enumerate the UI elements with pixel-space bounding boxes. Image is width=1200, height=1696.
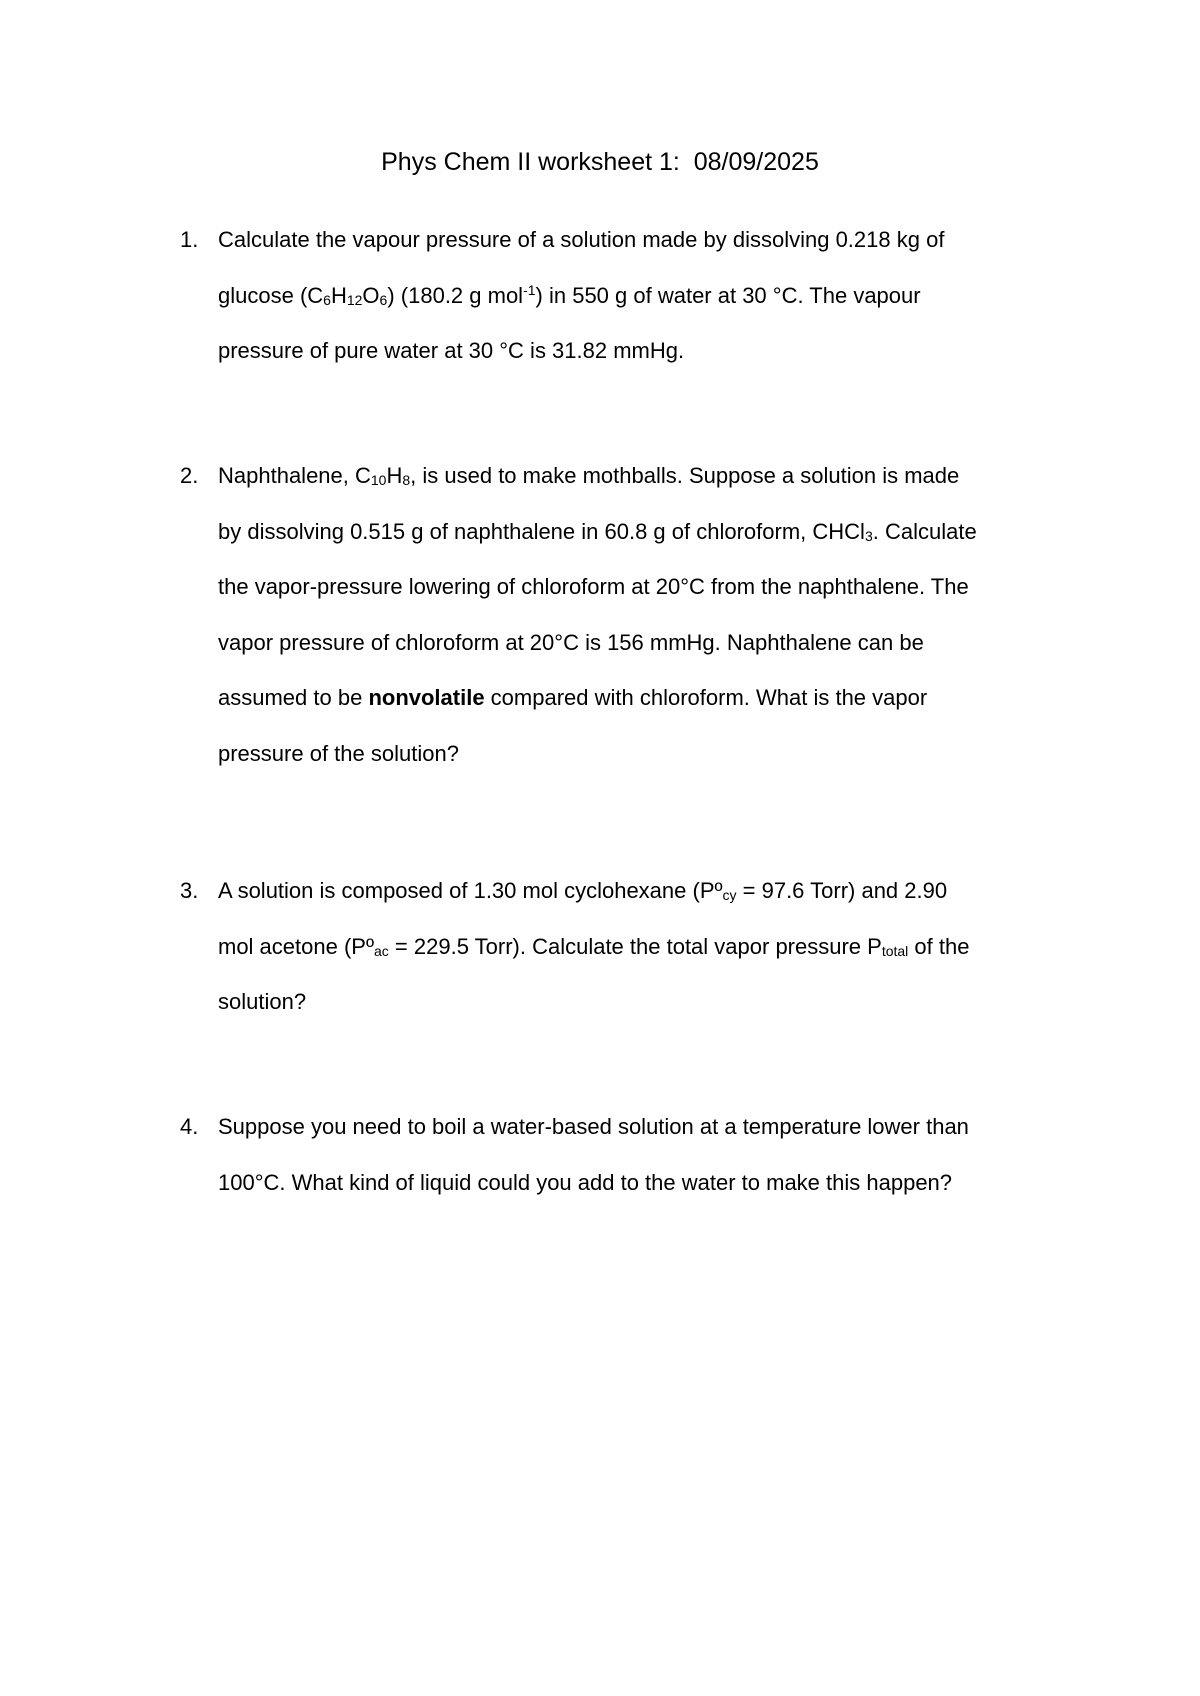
- question-number: 2.: [180, 463, 199, 488]
- question-number: 4.: [180, 1114, 199, 1139]
- subscript: 10: [370, 472, 387, 488]
- question-line: by dissolving 0.515 g of naphthalene in 60.8 g of chloroform, CHCl$_3$. Calculate: [218, 518, 977, 544]
- question-line: glucose $(C_6H_{12}O_6)$ (180.2 g mol$^{-1}$) in 550 g of water at 30 °C. The vapour: [218, 281, 921, 308]
- question-line: Suppose you need to boil a water-based solution at a temperature lower than: [218, 1114, 969, 1139]
- question-text: [218, 212, 1080, 379]
- subscript: total: [881, 942, 909, 959]
- question-line: mol acetone (Pº$_{ac}$ = 229.5 Torr). Calculate the total vapor pressure $P_{total}$ of the: [218, 933, 970, 959]
- question-line: assumed to be nonvolatile compared with chloroform. What is the vapor: [218, 685, 928, 710]
- subscript: ac: [374, 942, 389, 959]
- question-line: pressure of pure water at 30 °C is 31.82 mmHg.: [218, 338, 685, 363]
- question-number: 3.: [180, 878, 199, 903]
- bold-term: nonvolatile: [368, 685, 485, 710]
- subscript: 12: [346, 291, 363, 308]
- question-line: A solution is composed of 1.30 mol cyclohexane (Pº$_{cy}$ = 97.6 Torr) and 2.90: [218, 878, 948, 903]
- question-1: [180, 212, 1080, 379]
- subscript: 6: [379, 291, 388, 308]
- question-line: solution?: [218, 989, 307, 1014]
- question-4: [180, 1099, 1080, 1210]
- subscript: 6: [323, 291, 331, 308]
- subscript: 8: [402, 472, 411, 488]
- page-title: Phys Chem II worksheet 1: 08/09/2025: [381, 148, 819, 176]
- question-line: pressure of the solution?: [218, 740, 459, 766]
- question-line: 100°C. What kind of liquid could you add to the water to make this happen?: [218, 1169, 953, 1195]
- question-line: the vapor-pressure lowering of chloroform at 20°C from the naphthalene. The: [218, 574, 969, 599]
- subscript: cy: [722, 887, 737, 903]
- question-line: Naphthalene, $C_{10}H_8$, is used to make mothballs. Suppose a solution is made: [218, 463, 960, 488]
- question-line: Calculate the vapour pressure of a solution made by dissolving 0.218 kg of: [218, 227, 945, 252]
- subscript: 3: [864, 527, 873, 544]
- question-2: [180, 448, 1080, 781]
- question-number: 1.: [180, 227, 199, 252]
- question-text: [218, 863, 1080, 1030]
- question-text: [218, 448, 1080, 781]
- question-text: [218, 1099, 1080, 1210]
- superscript: -1: [523, 281, 536, 298]
- question-3: [180, 863, 1080, 1030]
- question-line: vapor pressure of chloroform at 20°C is 156 mmHg. Naphthalene can be: [218, 629, 924, 655]
